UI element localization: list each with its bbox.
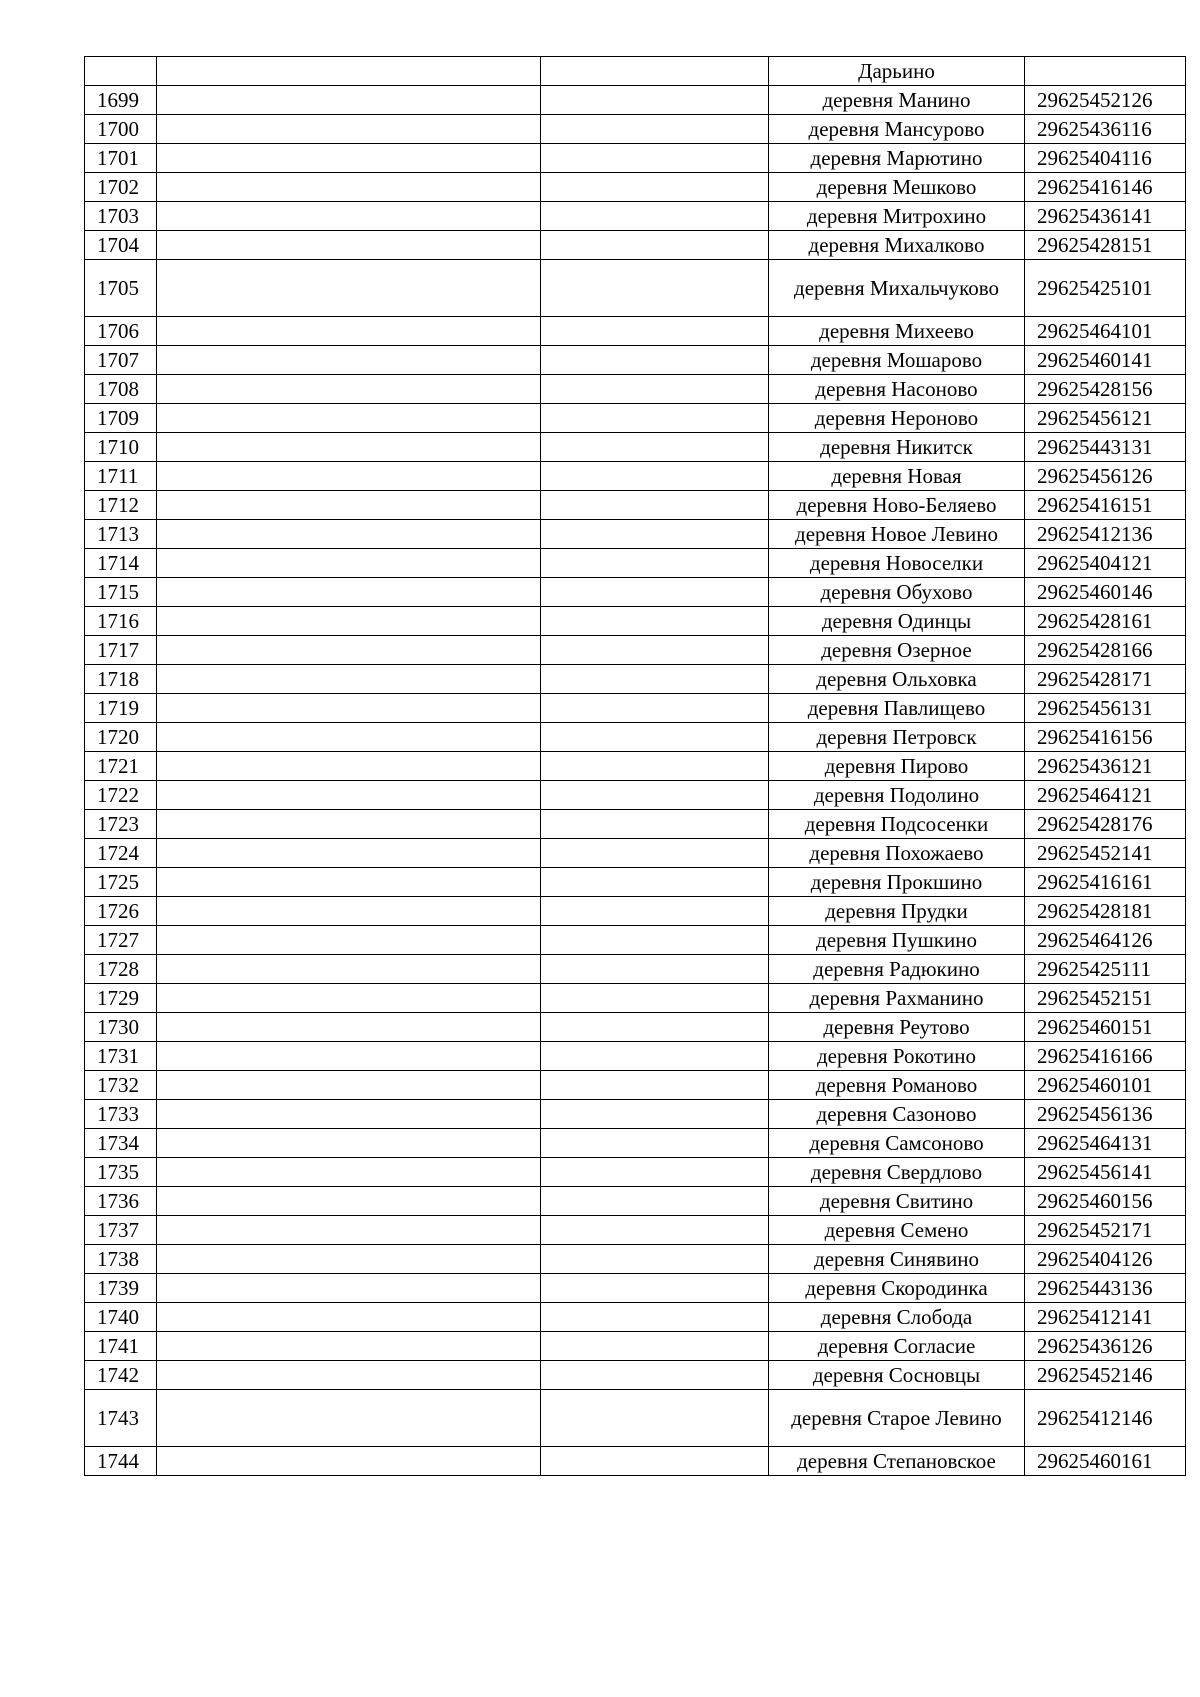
oktmo-code-cell: 29625456131 [1025, 694, 1186, 723]
oktmo-code-cell: 29625456126 [1025, 462, 1186, 491]
row-number-cell: 1699 [85, 86, 157, 115]
table-row [85, 607, 1186, 636]
empty-cell [541, 317, 769, 346]
table-row [85, 1390, 1186, 1447]
settlement-name-cell: деревня Самсоново [769, 1129, 1025, 1158]
settlement-name-cell: деревня Михалково [769, 231, 1025, 260]
empty-cell [157, 810, 541, 839]
table-row [85, 839, 1186, 868]
table-row [85, 57, 1186, 86]
table-row [85, 723, 1186, 752]
empty-cell [157, 1216, 541, 1245]
row-number-cell: 1742 [85, 1361, 157, 1390]
empty-cell [541, 1100, 769, 1129]
settlement-name-cell: деревня Обухово [769, 578, 1025, 607]
empty-cell [541, 723, 769, 752]
oktmo-code-cell: 29625452146 [1025, 1361, 1186, 1390]
table-row [85, 1158, 1186, 1187]
settlement-name-cell: деревня Похожаево [769, 839, 1025, 868]
empty-cell [157, 1042, 541, 1071]
empty-cell [157, 607, 541, 636]
empty-cell [157, 86, 541, 115]
table-body [85, 57, 1186, 1476]
table-row [85, 173, 1186, 202]
empty-cell [541, 1158, 769, 1187]
empty-cell [157, 926, 541, 955]
empty-cell [541, 1013, 769, 1042]
empty-cell [157, 694, 541, 723]
empty-cell [157, 665, 541, 694]
table-row [85, 810, 1186, 839]
empty-cell [157, 491, 541, 520]
table-row [85, 491, 1186, 520]
settlements-table [84, 56, 1186, 1476]
settlement-name-cell: деревня Свердлово [769, 1158, 1025, 1187]
settlement-name-cell: деревня Прудки [769, 897, 1025, 926]
table-row [85, 144, 1186, 173]
settlement-name-cell: деревня Михеево [769, 317, 1025, 346]
row-number-cell: 1706 [85, 317, 157, 346]
oktmo-code-cell: 29625460101 [1025, 1071, 1186, 1100]
settlement-name-cell: деревня Скородинка [769, 1274, 1025, 1303]
oktmo-code-cell: 29625452171 [1025, 1216, 1186, 1245]
settlement-name-cell: деревня Пирово [769, 752, 1025, 781]
settlement-name-cell: деревня Ново-Беляево [769, 491, 1025, 520]
empty-cell [541, 144, 769, 173]
row-number-cell: 1709 [85, 404, 157, 433]
table-row [85, 636, 1186, 665]
row-number-cell: 1708 [85, 375, 157, 404]
row-number-cell: 1730 [85, 1013, 157, 1042]
oktmo-code-cell: 29625428156 [1025, 375, 1186, 404]
empty-cell [157, 375, 541, 404]
oktmo-code-cell: 29625428151 [1025, 231, 1186, 260]
settlement-name-cell: деревня Новая [769, 462, 1025, 491]
settlement-name-cell: деревня Марютино [769, 144, 1025, 173]
row-number-cell: 1718 [85, 665, 157, 694]
oktmo-code-cell: 29625443131 [1025, 433, 1186, 462]
empty-cell [157, 1100, 541, 1129]
row-number-cell: 1744 [85, 1447, 157, 1476]
row-number-cell: 1705 [85, 260, 157, 317]
settlement-name-cell: деревня Мешково [769, 173, 1025, 202]
empty-cell [541, 549, 769, 578]
oktmo-code-cell: 29625428176 [1025, 810, 1186, 839]
empty-cell [541, 1303, 769, 1332]
table-row [85, 1332, 1186, 1361]
row-number-cell: 1710 [85, 433, 157, 462]
row-number-cell: 1741 [85, 1332, 157, 1361]
empty-cell [541, 404, 769, 433]
oktmo-code-cell: 29625416156 [1025, 723, 1186, 752]
empty-cell [157, 404, 541, 433]
empty-cell [541, 86, 769, 115]
empty-cell [541, 462, 769, 491]
empty-cell [541, 1447, 769, 1476]
settlement-name-cell: деревня Синявино [769, 1245, 1025, 1274]
empty-cell [157, 1303, 541, 1332]
empty-cell [541, 1187, 769, 1216]
settlement-name-cell: деревня Прокшино [769, 868, 1025, 897]
row-number-cell: 1734 [85, 1129, 157, 1158]
settlement-name-cell: деревня Слобода [769, 1303, 1025, 1332]
table-row [85, 260, 1186, 317]
oktmo-code-cell: 29625464121 [1025, 781, 1186, 810]
table-row [85, 1013, 1186, 1042]
table-row [85, 549, 1186, 578]
oktmo-code-cell [1025, 57, 1186, 86]
row-number-cell: 1713 [85, 520, 157, 549]
settlement-name-cell: деревня Насоново [769, 375, 1025, 404]
empty-cell [157, 1013, 541, 1042]
row-number-cell: 1729 [85, 984, 157, 1013]
oktmo-code-cell: 29625460156 [1025, 1187, 1186, 1216]
oktmo-code-cell: 29625443136 [1025, 1274, 1186, 1303]
oktmo-code-cell: 29625460161 [1025, 1447, 1186, 1476]
empty-cell [157, 636, 541, 665]
row-number-cell: 1721 [85, 752, 157, 781]
empty-cell [157, 173, 541, 202]
oktmo-code-cell: 29625404121 [1025, 549, 1186, 578]
row-number-cell: 1724 [85, 839, 157, 868]
oktmo-code-cell: 29625436141 [1025, 202, 1186, 231]
empty-cell [541, 346, 769, 375]
table-row [85, 781, 1186, 810]
settlement-name-cell: деревня Новое Левино [769, 520, 1025, 549]
empty-cell [157, 984, 541, 1013]
row-number-cell: 1728 [85, 955, 157, 984]
empty-cell [157, 144, 541, 173]
row-number-cell: 1739 [85, 1274, 157, 1303]
oktmo-code-cell: 29625452141 [1025, 839, 1186, 868]
empty-cell [541, 1216, 769, 1245]
row-number-cell: 1736 [85, 1187, 157, 1216]
oktmo-code-cell: 29625428181 [1025, 897, 1186, 926]
empty-cell [157, 1332, 541, 1361]
empty-cell [541, 984, 769, 1013]
settlement-name-cell: деревня Митрохино [769, 202, 1025, 231]
empty-cell [157, 260, 541, 317]
table-row [85, 462, 1186, 491]
empty-cell [157, 462, 541, 491]
empty-cell [541, 57, 769, 86]
row-number-cell: 1702 [85, 173, 157, 202]
settlement-name-cell: деревня Одинцы [769, 607, 1025, 636]
settlement-name-cell: деревня Мошарово [769, 346, 1025, 375]
settlement-name-cell: деревня Реутово [769, 1013, 1025, 1042]
empty-cell [541, 810, 769, 839]
oktmo-code-cell: 29625456121 [1025, 404, 1186, 433]
empty-cell [541, 1361, 769, 1390]
table-row [85, 1071, 1186, 1100]
empty-cell [157, 520, 541, 549]
empty-cell [541, 520, 769, 549]
table-row [85, 1100, 1186, 1129]
empty-cell [541, 636, 769, 665]
oktmo-code-cell: 29625464131 [1025, 1129, 1186, 1158]
table-row [85, 520, 1186, 549]
row-number-cell: 1703 [85, 202, 157, 231]
row-number-cell: 1711 [85, 462, 157, 491]
table-row [85, 984, 1186, 1013]
settlement-name-cell: деревня Степановское [769, 1447, 1025, 1476]
row-number-cell: 1701 [85, 144, 157, 173]
empty-cell [541, 1129, 769, 1158]
row-number-cell: 1704 [85, 231, 157, 260]
empty-cell [157, 202, 541, 231]
settlement-name-cell: деревня Согласие [769, 1332, 1025, 1361]
empty-cell [157, 723, 541, 752]
empty-cell [157, 115, 541, 144]
table-row [85, 433, 1186, 462]
row-number-cell: 1717 [85, 636, 157, 665]
table-row [85, 694, 1186, 723]
empty-cell [157, 1187, 541, 1216]
oktmo-code-cell: 29625416146 [1025, 173, 1186, 202]
row-number-cell: 1714 [85, 549, 157, 578]
table-row [85, 375, 1186, 404]
table-row [85, 86, 1186, 115]
table-row [85, 752, 1186, 781]
empty-cell [157, 1274, 541, 1303]
empty-cell [541, 1042, 769, 1071]
table-row [85, 926, 1186, 955]
settlement-name-cell: деревня Озерное [769, 636, 1025, 665]
empty-cell [541, 607, 769, 636]
row-number-cell: 1735 [85, 1158, 157, 1187]
table-row [85, 665, 1186, 694]
oktmo-code-cell: 29625404126 [1025, 1245, 1186, 1274]
settlement-name-cell: деревня Свитино [769, 1187, 1025, 1216]
settlement-name-cell: деревня Новоселки [769, 549, 1025, 578]
empty-cell [157, 955, 541, 984]
empty-cell [157, 1361, 541, 1390]
row-number-cell: 1732 [85, 1071, 157, 1100]
oktmo-code-cell: 29625425111 [1025, 955, 1186, 984]
oktmo-code-cell: 29625436126 [1025, 1332, 1186, 1361]
empty-cell [541, 781, 769, 810]
empty-cell [541, 1390, 769, 1447]
oktmo-code-cell: 29625460141 [1025, 346, 1186, 375]
oktmo-code-cell: 29625452126 [1025, 86, 1186, 115]
empty-cell [157, 231, 541, 260]
oktmo-code-cell: 29625436116 [1025, 115, 1186, 144]
empty-cell [157, 1129, 541, 1158]
settlement-name-cell: деревня Семено [769, 1216, 1025, 1245]
oktmo-code-cell: 29625436121 [1025, 752, 1186, 781]
oktmo-code-cell: 29625452151 [1025, 984, 1186, 1013]
settlement-name-cell: деревня Ольховка [769, 665, 1025, 694]
table-row [85, 1303, 1186, 1332]
settlement-name-cell: деревня Подсосенки [769, 810, 1025, 839]
empty-cell [541, 173, 769, 202]
row-number-cell: 1712 [85, 491, 157, 520]
empty-cell [157, 57, 541, 86]
table-row [85, 317, 1186, 346]
row-number-cell: 1737 [85, 1216, 157, 1245]
row-number-cell: 1719 [85, 694, 157, 723]
oktmo-code-cell: 29625464101 [1025, 317, 1186, 346]
empty-cell [541, 1332, 769, 1361]
empty-cell [157, 549, 541, 578]
settlement-name-cell: деревня Рахманино [769, 984, 1025, 1013]
empty-cell [157, 317, 541, 346]
empty-cell [157, 752, 541, 781]
empty-cell [541, 897, 769, 926]
row-number-cell: 1726 [85, 897, 157, 926]
table-row [85, 1245, 1186, 1274]
empty-cell [157, 346, 541, 375]
empty-cell [541, 433, 769, 462]
oktmo-code-cell: 29625412141 [1025, 1303, 1186, 1332]
empty-cell [541, 752, 769, 781]
row-number-cell: 1723 [85, 810, 157, 839]
row-number-cell: 1743 [85, 1390, 157, 1447]
row-number-cell: 1727 [85, 926, 157, 955]
empty-cell [157, 1390, 541, 1447]
row-number-cell: 1700 [85, 115, 157, 144]
empty-cell [157, 868, 541, 897]
row-number-cell: 1707 [85, 346, 157, 375]
row-number-cell: 1715 [85, 578, 157, 607]
settlement-name-cell: деревня Мансурово [769, 115, 1025, 144]
table-row [85, 202, 1186, 231]
table-row [85, 1361, 1186, 1390]
oktmo-code-cell: 29625416166 [1025, 1042, 1186, 1071]
settlement-name-cell: Дарьино [769, 57, 1025, 86]
row-number-cell: 1722 [85, 781, 157, 810]
oktmo-code-cell: 29625404116 [1025, 144, 1186, 173]
empty-cell [541, 1274, 769, 1303]
oktmo-code-cell: 29625412136 [1025, 520, 1186, 549]
settlement-name-cell: деревня Сазоново [769, 1100, 1025, 1129]
oktmo-code-cell: 29625460146 [1025, 578, 1186, 607]
settlement-name-cell: деревня Михальчуково [769, 260, 1025, 317]
empty-cell [541, 955, 769, 984]
settlement-name-cell: деревня Пушкино [769, 926, 1025, 955]
empty-cell [157, 433, 541, 462]
empty-cell [541, 231, 769, 260]
table-row [85, 1447, 1186, 1476]
empty-cell [541, 694, 769, 723]
empty-cell [157, 897, 541, 926]
empty-cell [541, 926, 769, 955]
table-row [85, 868, 1186, 897]
empty-cell [541, 1245, 769, 1274]
table-row [85, 404, 1186, 433]
row-number-cell: 1716 [85, 607, 157, 636]
table-row [85, 115, 1186, 144]
empty-cell [541, 115, 769, 144]
empty-cell [541, 202, 769, 231]
empty-cell [541, 1071, 769, 1100]
empty-cell [157, 781, 541, 810]
settlement-name-cell: деревня Петровск [769, 723, 1025, 752]
oktmo-code-cell: 29625416161 [1025, 868, 1186, 897]
settlement-name-cell: деревня Нероново [769, 404, 1025, 433]
row-number-cell: 1720 [85, 723, 157, 752]
oktmo-code-cell: 29625416151 [1025, 491, 1186, 520]
row-number-cell: 1731 [85, 1042, 157, 1071]
settlement-name-cell: деревня Радюкино [769, 955, 1025, 984]
empty-cell [541, 491, 769, 520]
empty-cell [157, 1158, 541, 1187]
settlement-name-cell: деревня Рокотино [769, 1042, 1025, 1071]
empty-cell [157, 1245, 541, 1274]
settlement-name-cell: деревня Сосновцы [769, 1361, 1025, 1390]
settlement-name-cell: деревня Никитск [769, 433, 1025, 462]
oktmo-code-cell: 29625456141 [1025, 1158, 1186, 1187]
oktmo-code-cell: 29625412146 [1025, 1390, 1186, 1447]
settlement-name-cell: деревня Манино [769, 86, 1025, 115]
table-row [85, 1187, 1186, 1216]
settlement-name-cell: деревня Подолино [769, 781, 1025, 810]
table-row [85, 578, 1186, 607]
empty-cell [541, 868, 769, 897]
row-number-cell: 1725 [85, 868, 157, 897]
row-number-cell [85, 57, 157, 86]
empty-cell [157, 1071, 541, 1100]
empty-cell [541, 578, 769, 607]
empty-cell [157, 578, 541, 607]
empty-cell [541, 375, 769, 404]
oktmo-code-cell: 29625425101 [1025, 260, 1186, 317]
row-number-cell: 1740 [85, 1303, 157, 1332]
empty-cell [541, 665, 769, 694]
settlement-name-cell: деревня Романово [769, 1071, 1025, 1100]
oktmo-code-cell: 29625460151 [1025, 1013, 1186, 1042]
oktmo-code-cell: 29625428171 [1025, 665, 1186, 694]
oktmo-code-cell: 29625456136 [1025, 1100, 1186, 1129]
empty-cell [157, 1447, 541, 1476]
empty-cell [541, 839, 769, 868]
row-number-cell: 1733 [85, 1100, 157, 1129]
table-row [85, 231, 1186, 260]
table-row [85, 1274, 1186, 1303]
empty-cell [541, 260, 769, 317]
empty-cell [157, 839, 541, 868]
table-row [85, 1042, 1186, 1071]
oktmo-code-cell: 29625428161 [1025, 607, 1186, 636]
table-row [85, 1129, 1186, 1158]
table-row [85, 897, 1186, 926]
table-row [85, 1216, 1186, 1245]
settlement-name-cell: деревня Павлищево [769, 694, 1025, 723]
oktmo-code-cell: 29625464126 [1025, 926, 1186, 955]
table-row [85, 346, 1186, 375]
table-row [85, 955, 1186, 984]
row-number-cell: 1738 [85, 1245, 157, 1274]
oktmo-code-cell: 29625428166 [1025, 636, 1186, 665]
settlement-name-cell: деревня Старое Левино [769, 1390, 1025, 1447]
